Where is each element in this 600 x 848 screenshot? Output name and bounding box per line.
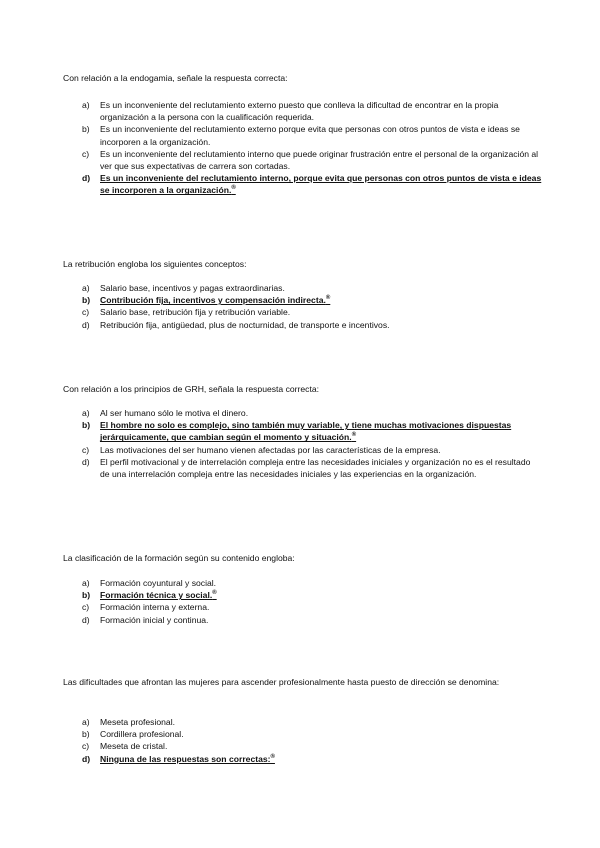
option-letter: b) bbox=[82, 420, 91, 431]
option-d-correct bbox=[82, 753, 542, 765]
correct-answer-mark: ® bbox=[270, 753, 275, 760]
option-a bbox=[82, 282, 542, 294]
option-letter: a) bbox=[82, 578, 90, 588]
option-letter: d) bbox=[82, 456, 90, 467]
option-text: Formación coyuntural y social. bbox=[100, 578, 217, 588]
option-text: Es un inconveniente del reclutamiento interno, porque evita que personas con otros puntos de vista e ideas se incorporen a la organización. bbox=[100, 173, 542, 196]
question-text: Con relación a los principios de GRH, señala la respuesta correcta: bbox=[63, 384, 320, 394]
option-text: Formación técnica y social. bbox=[100, 590, 213, 601]
option-text: Es un inconveniente del reclutamiento interno que puede originar frustración entre el personal de la organización al ver que sus expectativas de carrera son cortadas. bbox=[100, 148, 539, 172]
option-text: Salario base, incentivos y pagas extraordinarias. bbox=[100, 283, 285, 293]
option-a bbox=[82, 577, 542, 589]
option-b bbox=[82, 728, 542, 740]
option-d-correct bbox=[82, 172, 542, 196]
option-letter: d) bbox=[82, 753, 91, 764]
option-letter: c) bbox=[82, 444, 90, 455]
option-text: El perfil motivacional y de interrelación compleja entre las necesidades iniciales y organización no es el resultado de una interrelación compleja entre las necesidades iniciales y las experiencias en la organización. bbox=[100, 456, 531, 480]
question-text: La clasificación de la formación según su contenido engloba: bbox=[63, 553, 295, 563]
option-text: Contribución fija, incentivos y compensación indirecta. bbox=[100, 295, 326, 306]
option-c bbox=[82, 444, 542, 456]
option-letter: a) bbox=[82, 283, 90, 293]
option-text: Ninguna de las respuestas son correctas: bbox=[100, 753, 271, 764]
option-a bbox=[82, 407, 542, 419]
option-letter: a) bbox=[82, 408, 90, 418]
option-c bbox=[82, 601, 542, 613]
question-text: Las dificultades que afrontan las mujeres para ascender profesionalmente hasta puesto de dirección se denomina: bbox=[63, 677, 500, 687]
option-b-correct bbox=[82, 419, 542, 443]
option-text: Formación inicial y continua. bbox=[100, 614, 209, 625]
option-c bbox=[82, 306, 542, 318]
option-letter: c) bbox=[82, 741, 90, 752]
option-letter: b) bbox=[82, 729, 90, 740]
options-list bbox=[82, 99, 542, 197]
option-text: Salario base, retribución fija y retribución variable. bbox=[100, 307, 291, 318]
options-list bbox=[82, 577, 542, 626]
option-text: Las motivaciones del ser humano vienen afectadas por las características de la empresa. bbox=[100, 444, 441, 455]
correct-answer-mark: ® bbox=[325, 295, 331, 302]
option-letter: d) bbox=[82, 614, 90, 625]
option-text: Meseta profesional. bbox=[100, 717, 175, 727]
option-d bbox=[82, 614, 542, 626]
option-letter: c) bbox=[82, 307, 90, 318]
option-letter: c) bbox=[82, 602, 90, 613]
option-text: El hombre no solo es complejo, sino también muy variable, y tiene muchas motivaciones dispuestas jerárquicamente, que cambian según el momento y situación. bbox=[100, 420, 512, 443]
option-text: Meseta de cristal. bbox=[100, 741, 168, 752]
correct-answer-mark: ® bbox=[212, 590, 217, 597]
option-a bbox=[82, 716, 542, 728]
question-text: La retribución engloba los siguientes conceptos: bbox=[63, 259, 247, 269]
correct-answer-mark: ® bbox=[351, 432, 357, 439]
options-list bbox=[82, 716, 542, 765]
option-letter: a) bbox=[82, 717, 90, 727]
question-text: Con relación a la endogamia, señale la respuesta correcta: bbox=[63, 73, 288, 83]
option-text: Al ser humano sólo le motiva el dinero. bbox=[100, 408, 249, 418]
option-text: Cordillera profesional. bbox=[100, 729, 184, 740]
option-c bbox=[82, 148, 542, 172]
option-text: Formación interna y externa. bbox=[100, 602, 210, 613]
option-letter: b) bbox=[82, 124, 90, 135]
option-letter: c) bbox=[82, 148, 90, 159]
option-letter: b) bbox=[82, 295, 91, 306]
option-b-correct bbox=[82, 589, 542, 601]
option-d bbox=[82, 456, 542, 480]
option-letter: b) bbox=[82, 590, 91, 601]
option-b-correct bbox=[82, 294, 542, 306]
option-c bbox=[82, 740, 542, 752]
option-letter: a) bbox=[82, 100, 90, 110]
option-letter: d) bbox=[82, 319, 90, 330]
option-text: Es un inconveniente del reclutamiento externo puesto que conlleva la dificultad de encontrar en la propia organización a la persona con la cualificación requerida. bbox=[100, 100, 499, 123]
option-text: Es un inconveniente del reclutamiento externo porque evita que personas con otros puntos de vista e ideas se incorporen a la organización. bbox=[100, 124, 520, 147]
option-b bbox=[82, 123, 542, 147]
options-list bbox=[82, 407, 542, 480]
option-text: Retribución fija, antigüedad, plus de nocturnidad, de transporte e incentivos. bbox=[100, 319, 390, 330]
option-a bbox=[82, 99, 542, 123]
option-letter: d) bbox=[82, 173, 91, 184]
option-d bbox=[82, 319, 542, 331]
options-list bbox=[82, 282, 542, 331]
correct-answer-mark: ® bbox=[231, 185, 236, 192]
